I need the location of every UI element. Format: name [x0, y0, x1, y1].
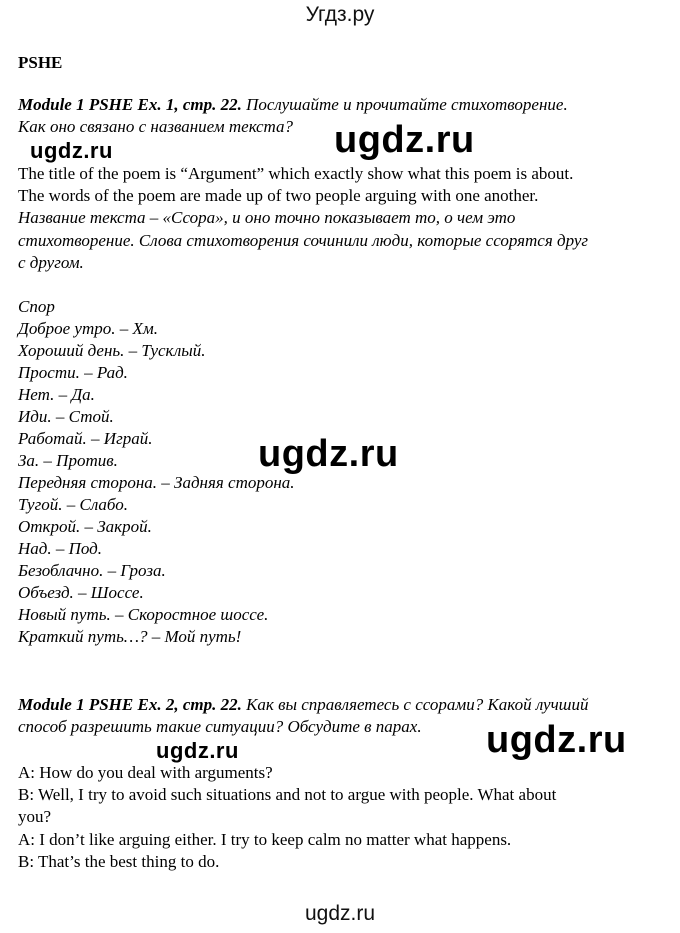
section-title: PSHE [18, 53, 63, 72]
site-footer: ugdz.ru [304, 902, 376, 925]
poem-line: Объезд. – Шоссе. [18, 583, 144, 602]
site-header: Угдз.ру [305, 3, 375, 26]
poem-line: За. – Против. [18, 451, 118, 470]
poem-line: Нет. – Да. [18, 385, 95, 404]
poem-line: Передняя сторона. – Задняя сторона. [18, 473, 295, 492]
answer-1-ru-line3: с другом. [18, 253, 84, 272]
dialogue-line: B: Well, I try to avoid such situations and not to argue with people. What about [18, 785, 557, 804]
watermark: ugdz.ru [156, 738, 239, 763]
poem-line: Безоблачно. – Гроза. [18, 561, 166, 580]
watermark: ugdz.ru [486, 719, 627, 761]
dialogue-line: A: I don’t like arguing either. I try to keep calm no matter what happens. [18, 830, 512, 849]
answer-1-ru-line2: стихотворение. Слова стихотворения сочинили люди, которые ссорятся друг [18, 231, 589, 250]
exercise-2-task-line1: Как вы справляетесь с ссорами? Какой лучший [246, 695, 589, 714]
poem-line: Работай. – Играй. [18, 429, 153, 448]
poem-line: Тугой. – Слабо. [18, 495, 129, 514]
dialogue-line: B: That’s the best thing to do. [18, 852, 220, 871]
poem-line: Над. – Под. [18, 539, 103, 558]
answer-1-ru-line1: Название текста – «Ссора», и оно точно показывает то, о чем это [18, 208, 516, 227]
exercise-2-heading [18, 694, 589, 716]
poem-line: Иди. – Стой. [18, 407, 114, 426]
poem-line: Новый путь. – Скоростное шоссе. [18, 605, 269, 624]
exercise-1-task-line1: Послушайте и прочитайте стихотворение. [246, 95, 568, 114]
exercise-2-ref: Module 1 PSHE Ex. 2, стр. 22. [18, 695, 242, 714]
exercise-1-heading [18, 94, 568, 116]
poem-line: Хороший день. – Тусклый. [18, 341, 206, 360]
poem-title: Спор [18, 297, 55, 316]
exercise-2-task-line2: способ разрешить такие ситуации? Обсудите в парах. [18, 717, 422, 736]
dialogue-line: A: How do you deal with arguments? [18, 763, 273, 782]
dialogue-line: you? [18, 807, 52, 826]
watermark: ugdz.ru [30, 138, 113, 163]
watermark: ugdz.ru [258, 433, 399, 475]
poem-line: Открой. – Закрой. [18, 517, 152, 536]
poem-line: Доброе утро. – Хм. [18, 319, 158, 338]
answer-1-en-line2: The words of the poem are made up of two people arguing with one another. [18, 186, 539, 205]
watermark: ugdz.ru [334, 119, 475, 161]
poem-line: Краткий путь…? – Мой путь! [18, 627, 242, 646]
exercise-1-task-line2: Как оно связано с названием текста? [18, 117, 294, 136]
exercise-1-ref: Module 1 PSHE Ex. 1, стр. 22. [18, 95, 242, 114]
answer-1-en-line1: The title of the poem is “Argument” which exactly show what this poem is about. [18, 164, 574, 183]
poem-line: Прости. – Рад. [18, 363, 128, 382]
